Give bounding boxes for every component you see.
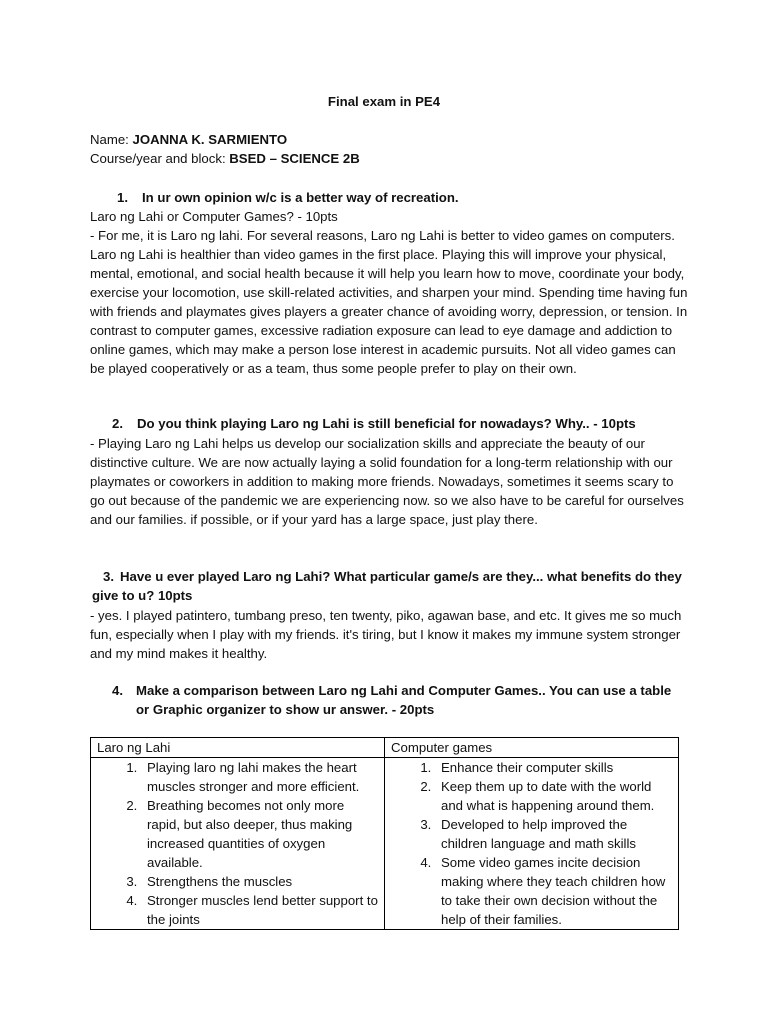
name-label: Name:	[90, 132, 133, 147]
question-2-answer: - Playing Laro ng Lahi helps us develop our socialization skills and appreciate the beauty of our distinctive culture. We are now actually laying a solid foundation for a long-term relationship with our playmates or coworkers in addition to making more friends. Nowadays, sometimes it seems scary to go out because of the pandemic we are experiencing now. so we also have to be careful for ourselves and our families. if possible, or if your yard has a large space, just play there.	[90, 436, 684, 527]
question-3-heading	[92, 567, 682, 605]
list-item: 3. Strengthens the muscles	[141, 872, 378, 891]
question-1-text: In ur own opinion w/c is a better way of recreation.	[142, 190, 459, 205]
question-2-heading	[112, 414, 636, 433]
list-item: 3. Developed to help improved the children language and math skills	[435, 815, 672, 853]
list-item: 4. Stronger muscles lend better support to the joints	[141, 891, 378, 929]
question-1-body	[90, 207, 690, 378]
computer-games-list	[391, 758, 672, 929]
table-body-row	[91, 758, 679, 930]
question-1-subline: Laro ng Lahi or Computer Games? - 10pts	[90, 209, 338, 224]
question-2-number: 2.	[112, 416, 123, 431]
question-3-answer: - yes. I played patintero, tumbang preso, ten twenty, piko, agawan base, and etc. It gives me so much fun, especially when I play with my friends. it's tiring, but I know it makes my immune system stronger and my mind makes it healthy.	[90, 608, 682, 661]
course-value: BSED – SCIENCE 2B	[229, 151, 360, 166]
question-2-text: Do you think playing Laro ng Lahi is still beneficial for nowadays? Why.. - 10pts	[137, 416, 636, 431]
list-item: 1. Playing laro ng lahi makes the heart muscles stronger and more efficient.	[141, 758, 378, 796]
list-item: 2. Keep them up to date with the world and what is happening around them.	[435, 777, 672, 815]
question-4-heading	[112, 681, 692, 719]
list-item: 4. Some video games incite decision making where they teach children how to take their own decision without the help of their families.	[435, 853, 672, 929]
col1-header: Laro ng Lahi	[91, 738, 385, 758]
question-1-answer: - For me, it is Laro ng lahi. For several reasons, Laro ng Lahi is better to video games on computers. Laro ng Lahi is healthier than video games in the first place. Playing this will improve your physical, mental, emotional, and social health because it will help you learn how to move, coordinate your body, exercise your locomotion, use skill-related activities, and sharpen your mind. Spending time having fun with friends and playmates gives players a greater chance of avoiding worry, depression, or tension. In contrast to computer games, excessive radiation exposure can lead to eye damage and addiction to online games, which may make a person lose interest in academic pursuits. Not all video games can be played cooperatively or as a team, thus some people prefer to play on their own.	[90, 228, 688, 376]
student-info	[90, 130, 690, 168]
student-name: JOANNA K. SARMIENTO	[132, 132, 288, 147]
question-1-number: 1.	[117, 190, 128, 205]
col2-cell	[385, 758, 679, 930]
question-1-heading	[117, 188, 459, 207]
comparison-table	[90, 737, 679, 930]
question-3-number: 3.	[103, 569, 114, 584]
col2-header: Computer games	[385, 738, 679, 758]
course-label: Course/year and block:	[90, 151, 230, 166]
laro-ng-lahi-list	[97, 758, 378, 929]
table-header-row	[91, 738, 679, 758]
list-item: 1. Enhance their computer skills	[435, 758, 672, 777]
question-4-number: 4.	[112, 683, 123, 698]
page-title: Final exam in PE4	[327, 94, 441, 109]
col1-cell	[91, 758, 385, 930]
course-line	[90, 149, 690, 168]
question-4-text-line2: or Graphic organizer to show ur answer. - 20pts	[136, 702, 435, 717]
list-item: 2. Breathing becomes not only more rapid, but also deeper, thus making increased quantities of oxygen available.	[141, 796, 378, 872]
question-3-text: Have u ever played Laro ng Lahi? What particular game/s are they... what benefits do they give to u? 10pts	[92, 569, 682, 603]
name-line	[90, 130, 690, 149]
question-4-text-line1: Make a comparison between Laro ng Lahi and Computer Games.. You can use a table	[136, 683, 672, 698]
